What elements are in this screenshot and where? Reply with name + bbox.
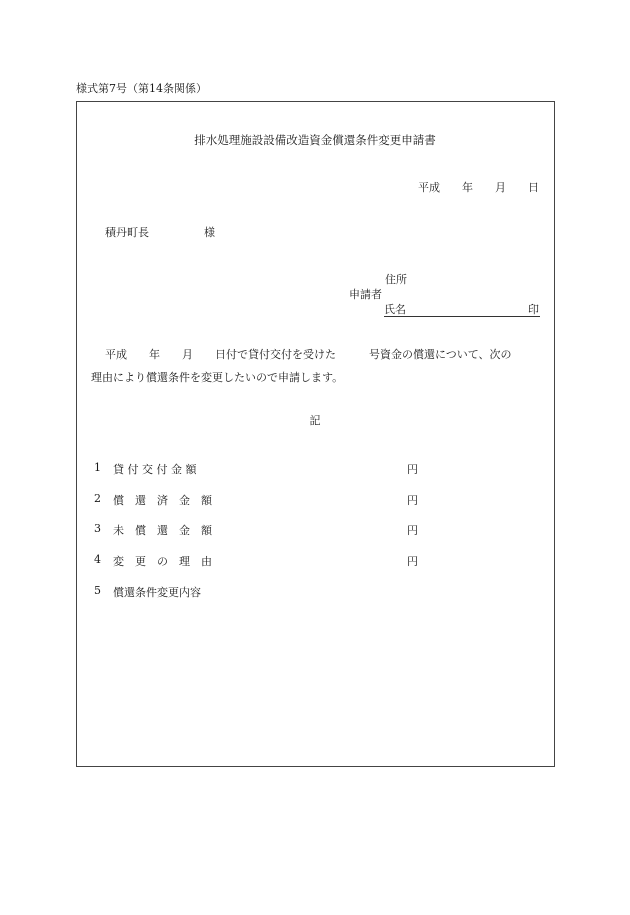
item-unit: 円 [407, 463, 418, 476]
item-label: 変 更 の 理 由 [113, 555, 212, 568]
name-signature-line [384, 304, 540, 317]
name-label: 氏名 [384, 303, 406, 316]
form-frame [76, 101, 555, 767]
item-number: 3 [94, 522, 101, 535]
body-text-line-1: 平成 年 月 日付で貸付交付を受けた 号資金の償還について、次の [105, 348, 512, 361]
list-item [94, 584, 444, 599]
item-label: 未 償 還 金 額 [113, 524, 212, 537]
body-text-line-2: 理由により償還条件を変更したいので申請します。 [91, 371, 344, 384]
item-unit: 円 [407, 555, 418, 568]
document-title: 排水処理施設設備改造資金償還条件変更申請書 [194, 133, 436, 147]
addressee: 積丹町長 様 [105, 226, 215, 239]
list-item [94, 522, 444, 537]
item-number: 5 [94, 584, 101, 597]
list-item [94, 461, 444, 476]
applicant-label: 申請者 [349, 288, 382, 301]
seal-mark: 印 [528, 303, 539, 316]
ki-heading: 記 [309, 414, 321, 427]
item-label: 償還条件変更内容 [113, 586, 201, 599]
item-number: 1 [94, 461, 101, 474]
item-unit: 円 [407, 524, 418, 537]
list-item [94, 492, 444, 507]
item-unit: 円 [407, 494, 418, 507]
form-number-label: 様式第7号（第14条関係） [76, 82, 207, 95]
item-number: 2 [94, 492, 101, 505]
date-line: 平成 年 月 日 [418, 181, 539, 194]
list-item [94, 553, 444, 568]
item-label: 償 還 済 金 額 [113, 494, 212, 507]
address-label: 住所 [385, 273, 407, 286]
item-number: 4 [94, 553, 101, 566]
item-label: 貸 付 交 付 金 額 [113, 463, 197, 476]
